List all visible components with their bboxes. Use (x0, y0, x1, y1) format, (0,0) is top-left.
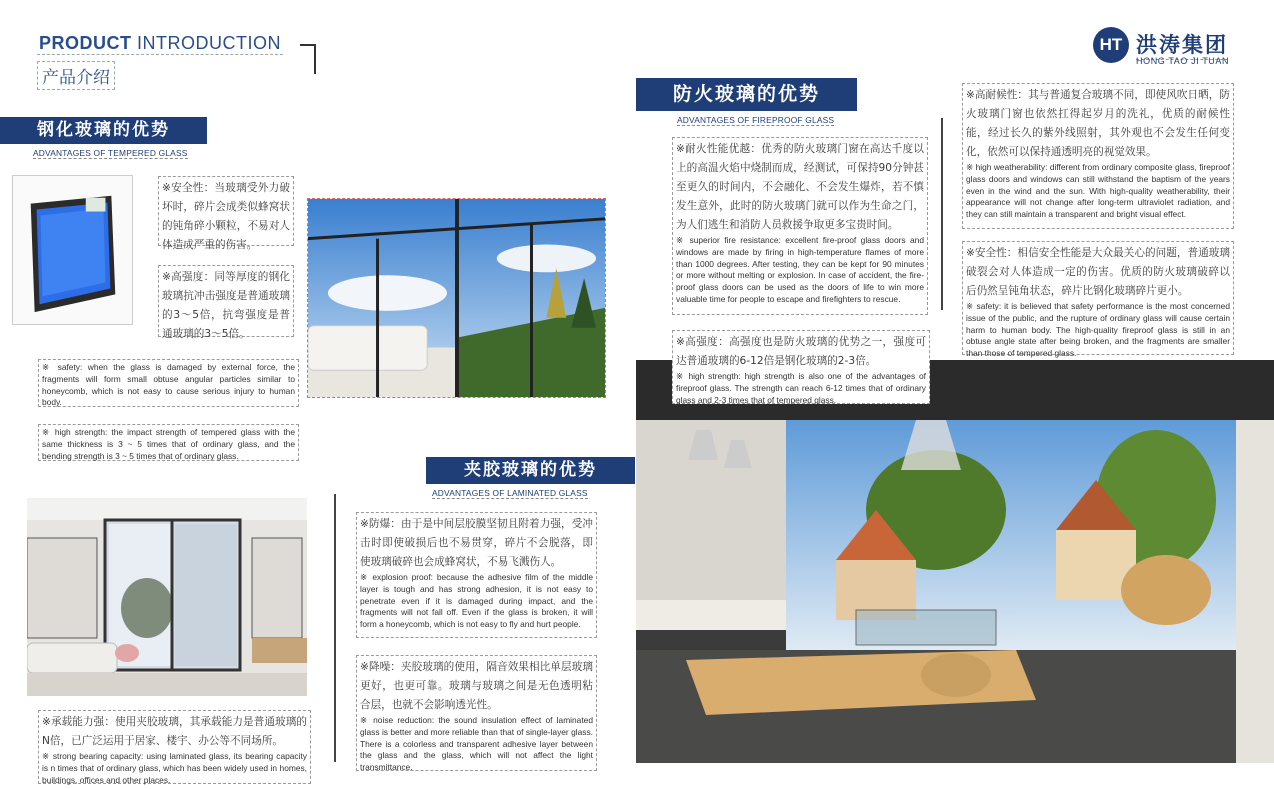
laminated-explosion-cn: ※防爆：由于是中间层胶膜坚韧且附着力强，受冲击时即使破损后也不易贯穿，碎片不会脱落，即使玻璃破碎也会成蜂窝状，不易飞溅伤人。 (360, 518, 593, 568)
laminated-noise-cn: ※降噪：夹胶玻璃的使用，隔音效果相比单层玻璃更好，也更可靠。玻璃与玻璃之间是无色透明粘合层，也就不会影响透光性。 (360, 661, 593, 711)
laminated-bearing-en: ※ strong bearing capacity: using laminated glass, its bearing capacity is n times that of ordinary glass, which has been widely used in homes, buildings, offices and other places. (42, 751, 307, 785)
fireproof-fire-en: ※ superior fire resistance: excellent fire-proof glass doors and windows are made by firing in high-temperature flames of more than 1000 degrees. After testing, they can be kept for 90 minutes or more without melting or explosion. In case of accident, the fire-proof glass doors can be used as the doors of life to win more valuable time for people to escape and firefighters to rescue. (676, 235, 924, 304)
fireproof-safety-box (962, 241, 1234, 359)
tempered-safety-en: ※ safety: when the glass is damaged by external force, the fragments will form small obtuse angular particles similar to honeycomb, which is not easy to cause serious injury to human body. (38, 359, 299, 407)
laminated-bearing-cn: ※承载能力强：使用夹胶玻璃，其承载能力是普通玻璃的N倍，已广泛运用于居家、楼宇、办公等不同场所。 (42, 716, 307, 747)
fireproof-subheading: ADVANTAGES OF FIREPROOF GLASS (677, 115, 835, 125)
laminated-explosion-box (356, 512, 597, 638)
laminated-subheading: ADVANTAGES OF LAMINATED GLASS (432, 488, 588, 498)
laminated-noise-box (356, 655, 597, 771)
tempered-glass-sample-image (12, 175, 133, 325)
tempered-strength-cn: ※高强度：同等厚度的钢化玻璃抗冲击强度是普通玻璃的3～5倍，抗弯强度是普通玻璃的3～5倍。 (158, 265, 294, 337)
logo-name: 洪涛集团 (1136, 29, 1228, 60)
fireproof-weather-box (962, 83, 1234, 229)
page-subtitle: 产品介绍 (37, 61, 115, 90)
fireproof-weather-cn: ※高耐候性：其与普通复合玻璃不同，即使风吹日晒，防火玻璃门窗也依然扛得起岁月的洗礼，优质的耐候性能，经过长久的紫外线照射，其外观也不会发生任何变化，依然可以保持通透明亮的视觉效果。 (966, 89, 1230, 158)
fireproof-safety-cn: ※安全性：相信安全性能是大众最关心的问题，普通玻璃破裂会对人体造成一定的伤害。优质的防火玻璃破碎以后仍然呈钝角状态，碎片比钢化玻璃碎片更小。 (966, 247, 1230, 297)
page-title: PRODUCT INTRODUCTION (39, 33, 281, 53)
fireproof-glass-room-image (636, 360, 1274, 763)
fireproof-safety-en: ※ safety: it is believed that safety performance is the most concerned issue of the public, and the rupture of ordinary glass will cause certain harm to human body. The high-quality fireproof glass is still in an obtuse angle state after being broken, and the fragments are smaller than those of tempered glass. (966, 301, 1230, 359)
fireproof-strength-box (672, 330, 930, 404)
fireproof-weather-en: ※ high weatherability: different from ordinary composite glass, fireproof glass doors and windows can still withstand the baptism of the years even in the wind and the sun. With high-quality weatherability, their appearance will not change after long-term ultraviolet radiation, and they can still maintain a transparent and bright visual effect. (966, 162, 1230, 220)
tempered-strength-en: ※ high strength: the impact strength of tempered glass with the same thickness is 3 ~ 5 times that of ordinary glass, and the bending strength is 3 ~ 5 times that of ordinary glass. (38, 424, 299, 461)
tempered-heading: 钢化玻璃的优势 (0, 117, 207, 144)
laminated-bearing-box (38, 710, 311, 784)
tempered-subheading: ADVANTAGES OF TEMPERED GLASS (33, 148, 188, 158)
fireproof-fire-box (672, 137, 928, 315)
logo-icon: HT (1093, 27, 1129, 63)
header-bracket-vertical (314, 44, 316, 74)
fireproof-strength-en: ※ high strength: high strength is also one of the advantages of fireproof glass. The strength can reach 6-12 times that of ordinary glass and 2-3 times that of tempered glass. (676, 371, 926, 405)
tempered-glass-room-image (307, 198, 606, 398)
laminated-heading: 夹胶玻璃的优势 (426, 457, 635, 484)
tempered-safety-cn: ※安全性：当玻璃受外力破坏时，碎片会成类似蜂窝状的钝角碎小颗粒，不易对人体造成严重的伤害。 (158, 176, 294, 246)
fireproof-heading: 防火玻璃的优势 (636, 78, 857, 111)
laminated-divider (334, 494, 336, 762)
laminated-explosion-en: ※ explosion proof: because the adhesive film of the middle layer is tough and has strong adhesion, it is not easy to penetrate even if it is damaged during impact, and the fragments will not fall off. Even if the glass is broken, it will form a honeycomb, which is not easy to fly and hurt people. (360, 572, 593, 630)
fireproof-divider (941, 118, 943, 310)
fireproof-strength-cn: ※高强度：高强度也是防火玻璃的优势之一，强度可达普通玻璃的6-12倍是钢化玻璃的2-3倍。 (676, 336, 926, 367)
laminated-glass-room-image (27, 498, 307, 696)
logo-subtitle: HONG TAO JI TUAN (1136, 56, 1230, 66)
fireproof-fire-cn: ※耐火性能优越：优秀的防火玻璃门窗在高达千度以上的高温火焰中烧制而成，经测试，可保持90分钟甚至更久的时间内，不会融化、不会发生爆炸，若不慎发生意外，此时的防火玻璃门就可以作为生命之门，为人们逃生和消防人员救援争取更多宝贵时间。 (676, 143, 924, 231)
laminated-noise-en: ※ noise reduction: the sound insulation effect of laminated glass is better and more reliable than that of single-layer glass. There is a colorless and transparent adhesive layer between the glass and the glass, which will not affect the light transmittance. (360, 715, 593, 773)
